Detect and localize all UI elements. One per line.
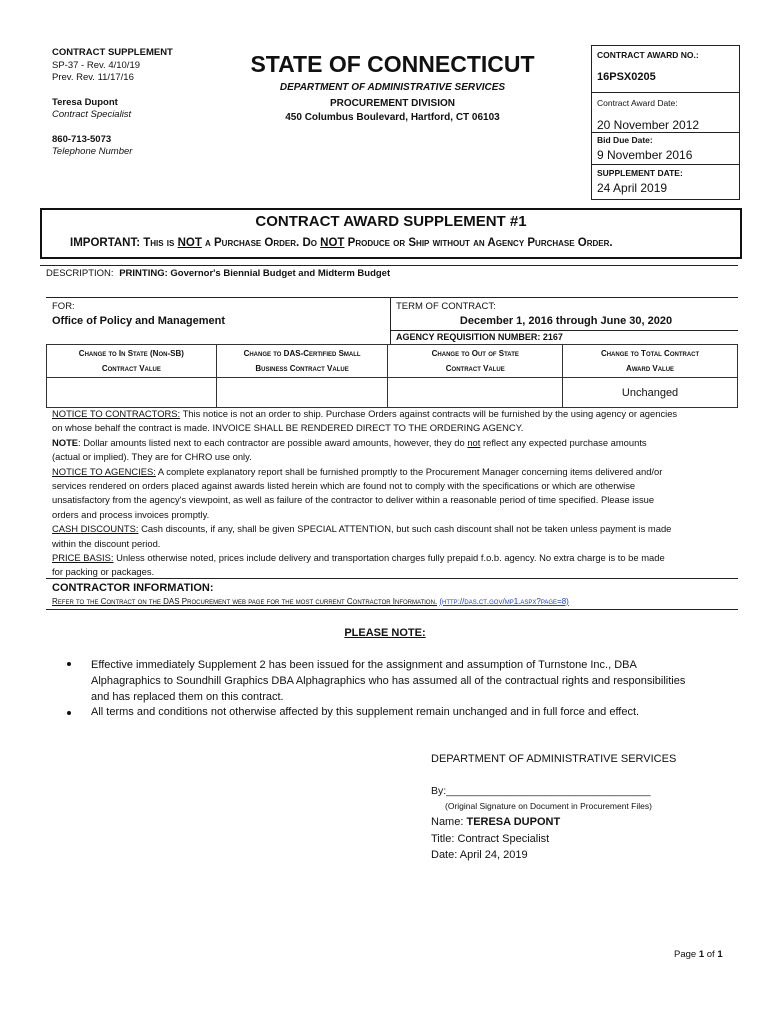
contractor-info-heading: CONTRACTOR INFORMATION: [52,582,214,594]
original-signature-note: (Original Signature on Document in Procurement Files) [445,801,652,811]
please-note-item-2: All terms and conditions not otherwise affected by this supplement remain unchanged and in full force and effect. [91,706,640,718]
important-notice: IMPORTANT: This is NOT a Purchase Order. Do NOT Produce or Ship without an Agency Purchase Order. [70,237,613,249]
signer-details: Name: TERESA DUPONT Title: Contract Specialist Date: April 24, 2019 [431,816,561,861]
header-left [52,47,173,159]
col-in-state: Change to In State (Non-SB) Contract Value [47,345,217,378]
please-note-heading: PLEASE NOTE: [344,627,426,639]
bid-due-label: Bid Due Date: [597,135,653,145]
award-date-label: Contract Award Date: [597,98,678,108]
value-in-state [47,378,217,408]
form-prev-revision: Prev. Rev. 11/17/16 [52,72,134,83]
award-date: 20 November 2012 [597,118,700,132]
signature-department: DEPARTMENT OF ADMINISTRATIVE SERVICES [431,753,677,765]
supplement-date: 24 April 2019 [597,181,668,195]
description-label: DESCRIPTION: [46,268,114,279]
for-value: Office of Policy and Management [52,315,225,327]
price-basis-text: for packing or packages. [52,566,155,578]
description-row [46,268,390,279]
award-no-label: CONTRACT AWARD NO.: [597,50,699,60]
supplement-title-box [40,208,742,259]
form-title: CONTRACT SUPPLEMENT [52,47,173,58]
signer-name: TERESA DUPONT [466,816,561,828]
contact-phone: 860-713-5073 [52,133,112,145]
notice-contractors-label: NOTICE TO CONTRACTORS: [52,408,181,419]
value-out-of-state [388,378,563,408]
division-name: PROCUREMENT DIVISION [329,98,455,109]
contractor-info-refer: Refer to the Contract on the DAS Procurement web page for the most current Contractor Information. (http://das.ct.gov/mp1.aspx?page=8) [52,597,569,606]
header-center [250,50,535,123]
contact-name: Teresa Dupont [52,96,118,108]
phone-label: Telephone Number [52,146,133,157]
term-value: December 1, 2016 through June 30, 2020 [459,315,673,327]
award-info-box [591,45,740,200]
signature-date: April 24, 2019 [459,849,528,861]
supplement-title: CONTRACT AWARD SUPPLEMENT #1 [255,213,527,230]
cash-discounts-label: CASH DISCOUNTS: [52,523,139,535]
form-revision: SP-37 - Rev. 4/10/19 [52,59,141,71]
col-small-business: Change to DAS-Certified Small Business Contract Value [216,345,388,378]
signature-line: By:___________________________________ [431,785,651,797]
bid-due-date: 9 November 2016 [597,148,693,162]
das-procurement-link[interactable]: (http://das.ct.gov/mp1.aspx?page=8) [439,597,569,606]
notice-agencies-text-4: orders and process invoices promptly. [52,508,210,520]
description-value: PRINTING: Governor's Biennial Budget and Midterm Budget [119,268,391,279]
department-name: DEPARTMENT OF ADMINISTRATIVE SERVICES [279,82,506,93]
agency-requisition: AGENCY REQUISITION NUMBER: 2167 [396,332,563,342]
bullet-icon [67,711,71,715]
col-total-award: Change to Total Contract Award Value [563,345,738,378]
state-title: STATE OF CONNECTICUT [250,51,535,77]
notice-agencies-text-3: unsatisfactory from the agency's viewpoint, as well as failure of the contractor to deliver within a reasonable period of time specified. Please issue [52,494,655,506]
value-total-award: Unchanged [563,378,738,408]
note-text: (actual or implied). They are for CHRO use only. [52,451,252,463]
col-out-of-state: Change to Out of State Contract Value [388,345,563,378]
for-label: FOR: [52,301,75,312]
contract-value-table [46,344,738,408]
please-note-item-1: Effective immediately Supplement 2 has been issued for the assignment and assumption of Turnstone Inc., DBA Alphagraphics to Soundhill Graphics DBA Alphagraphics who has assumed all of the contractual rights and responsibilities and has replaced them on this contract. [91,659,686,703]
term-label: TERM OF CONTRACT: [396,301,496,312]
note-label: NOTE [52,436,79,448]
notice-contractors-text: on whose behalf the contract is made. INVOICE SHALL BE RENDERED DIRECT TO THE ORDERING AGENCY. [52,422,524,434]
notices-block: NOTICE TO CONTRACTORS: This notice is not an order to ship. Purchase Orders against contracts will be furnished by the using agency or agencies on whose behalf the contract is made. INVOICE SHALL BE RENDERED DIRECT TO THE ORDERING AGENCY. NOTE: Dollar amounts listed next to each contractor are possible award amounts, however, they do not reflect any expected purchase amounts (actual or implied). They are for CHRO use only. NOTICE TO AGENCIES: A complete explanatory report shall be furnished promptly to the Procurement Manager concerning items delivered and/or services rendered on orders placed against awards listed herein which are found not to comply with the specifications or which are otherwise unsatisfactory from the agency's viewpoint, as well as failure of the contractor to deliver within a reasonable period of time specified. Please issue orders and process invoices promptly. CASH DISCOUNTS: Cash discounts, if any, shall be given SPECIAL ATTENTION, but such cash discount shall not be taken unless payment is made within the discount period. PRICE BASIS: Unless otherwise noted, prices include delivery and transportation charges fully prepaid f.o.b. agency. No extra charge is to be made for packing or packages. [52,407,742,580]
award-no: 16PSX0205 [597,71,656,83]
bullet-icon [67,662,71,666]
cash-discounts-text: within the discount period. [52,537,161,549]
address: 450 Columbus Boulevard, Hartford, CT 06103 [285,112,500,123]
page-number: Page 1 of 1 [674,949,723,960]
value-small-business [216,378,388,408]
supplement-date-label: SUPPLEMENT DATE: [597,168,683,178]
price-basis-label: PRICE BASIS: [52,552,114,564]
signer-title: Contract Specialist [457,832,550,845]
notice-agencies-label: NOTICE TO AGENCIES: [52,465,156,477]
contact-title: Contract Specialist [52,109,132,120]
notice-agencies-text: services rendered on orders placed against awards listed herein which are found not to comply with the specifications or which are otherwise [52,480,636,492]
